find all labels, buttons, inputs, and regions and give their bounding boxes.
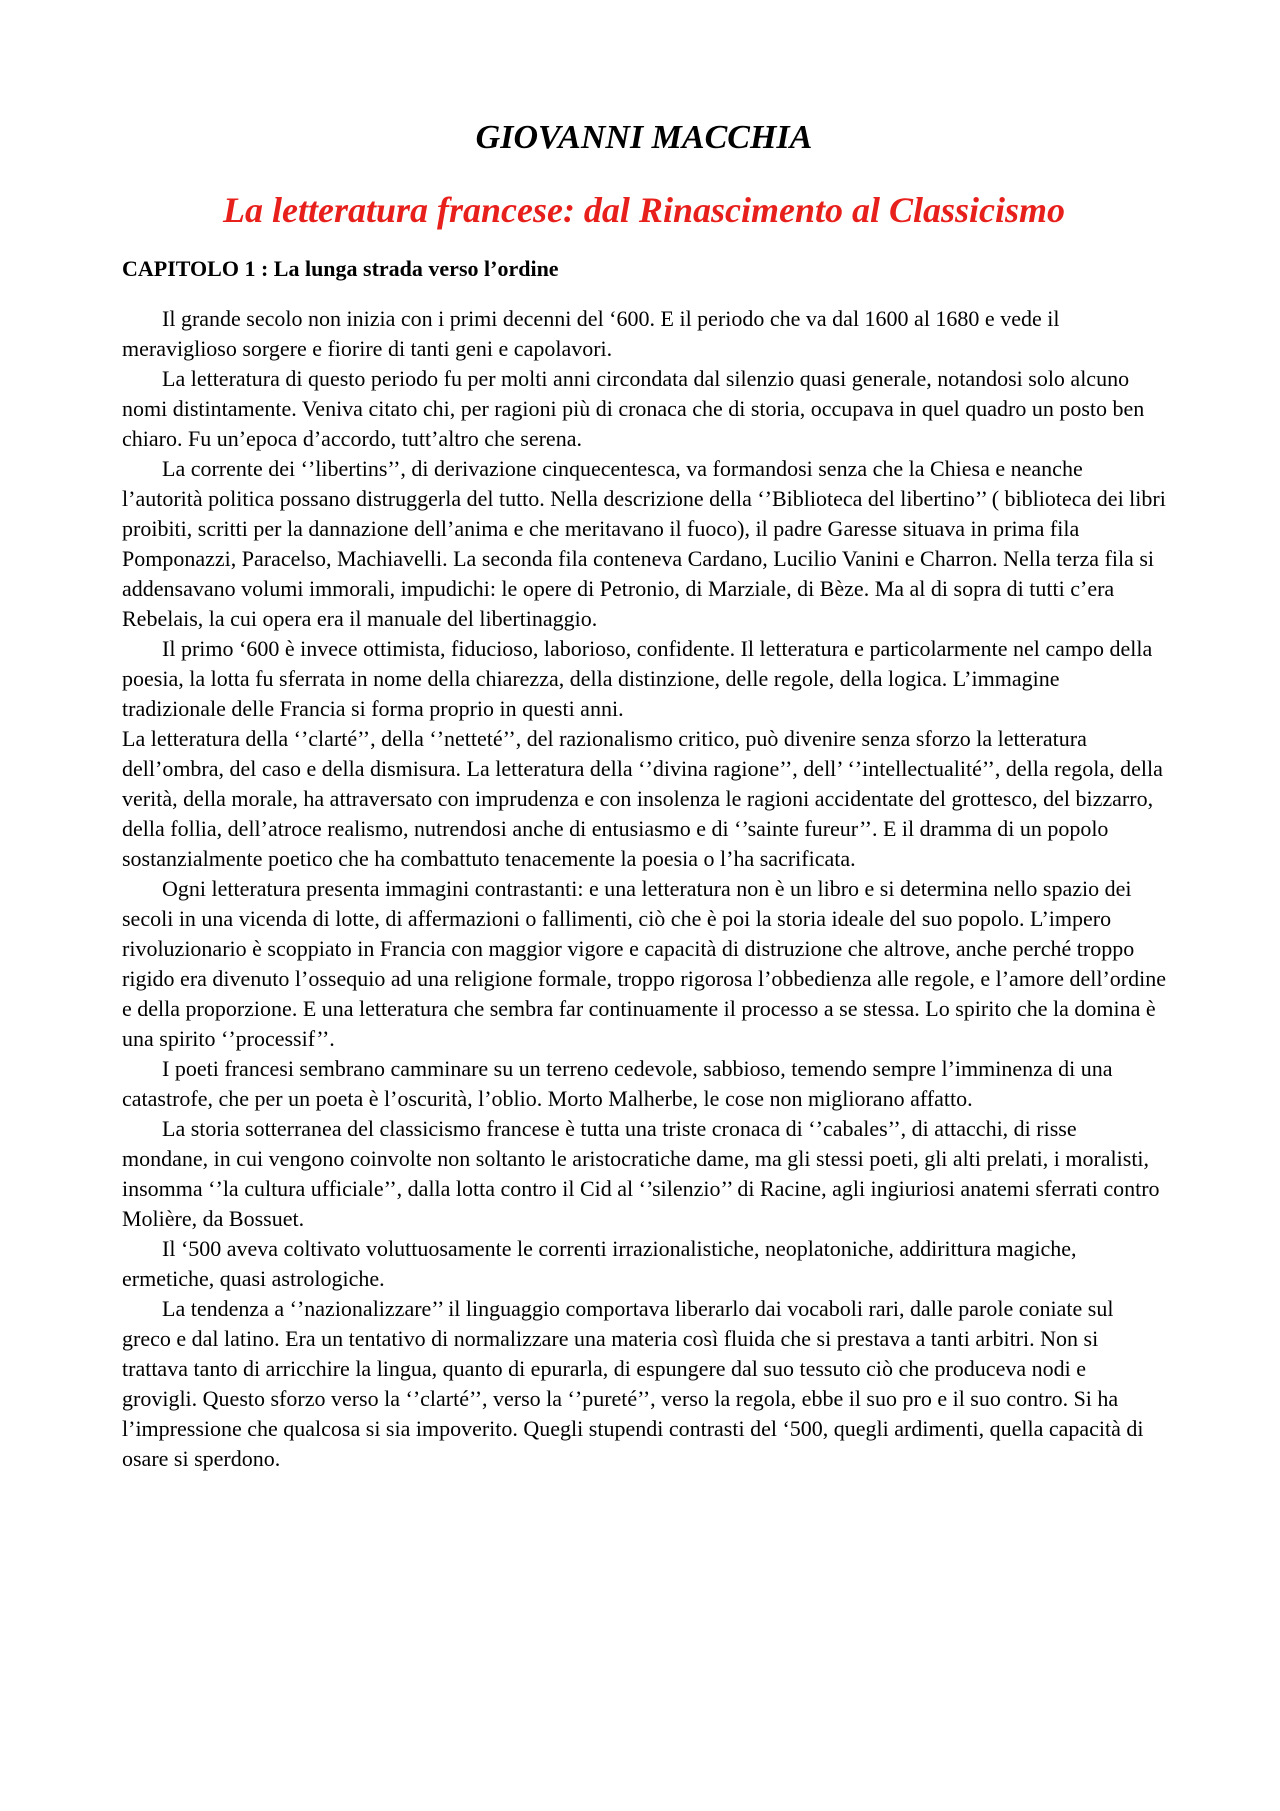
paragraph: La storia sotterranea del classicismo francese è tutta una triste cronaca di ‘’cabales’’, di attacchi, di risse mondane, in cui vengono coinvolte non soltanto le aristocratiche dame, ma gli stessi poeti, gli alti prelati, i moralisti, insomma ‘’la cultura ufficiale’’, dalla lotta contro il Cid al ‘’silenzio’’ di Racine, agli ingiuriosi anatemi sferrati contro Molière, da Bossuet. [122,1116,1160,1231]
paragraph: La letteratura della ‘’clarté’’, della ‘’netteté’’, del razionalismo critico, può divenire senza sforzo la letteratura dell’ombra, del caso e della dismisura. La letteratura della ‘’divina ragione’’, dell’ ‘’intellectualité’’, della regola, della verità, della morale, ha attraversato con imprudenza e con insolenza le ragioni accidentate del grottesco, del bizzarro, della follia, dell’atroce realismo, nutrendosi anche di entusiasmo e di ‘’sainte fureur’’. E il dramma di un popolo sostanzialmente poetico che ha combattuto tenacemente la poesia o l’ha sacrificata. [122,726,1163,871]
paragraph: Il grande secolo non inizia con i primi decenni del ‘600. E il periodo che va dal 1600 al 1680 e vede il meraviglioso sorgere e fiorire di tanti geni e capolavori. [122,306,1060,361]
chapter-heading: CAPITOLO 1 : La lunga strada verso l’ordine [122,256,559,281]
document-page [122,118,1166,1474]
paragraph: Il primo ‘600 è invece ottimista, fiducioso, laborioso, confidente. Il letteratura e particolarmente nel campo della poesia, la lotta fu sferrata in nome della chiarezza, della distinzione, delle regole, della logica. L’immagine tradizionale delle Francia si forma proprio in questi anni. [122,636,1153,721]
paragraph: La tendenza a ‘’nazionalizzare’’ il linguaggio comportava liberarlo dai vocaboli rari, dalle parole coniate sul greco e dal latino. Era un tentativo di normalizzare una materia così fluida che si prestava a tanti arbitri. Non si trattava tanto di arricchire la lingua, quanto di epurarla, di espungere dal suo tessuto ciò che produceva nodi e grovigli. Questo sforzo verso la ‘’clarté’’, verso la ‘’pureté’’, verso la regola, ebbe il suo pro e il suo contro. Si ha l’impressione che qualcosa si sia impoverito. Quegli stupendi contrasti del ‘500, quegli ardimenti, quella capacità di osare si sperdono. [122,1296,1144,1471]
paragraph: I poeti francesi sembrano camminare su un terreno cedevole, sabbioso, temendo sempre l’imminenza di una catastrofe, che per un poeta è l’oscurità, l’oblio. Morto Malherbe, le cose non migliorano affatto. [122,1056,1113,1111]
author-heading: GIOVANNI MACCHIA [475,119,813,156]
paragraph: Il ‘500 aveva coltivato voluttuosamente le correnti irrazionalistiche, neoplatoniche, addirittura magiche, ermetiche, quasi astrologiche. [122,1236,1077,1291]
paragraph: Ogni letteratura presenta immagini contrastanti: e una letteratura non è un libro e si determina nello spazio dei secoli in una vicenda di lotte, di affermazioni o fallimenti, ciò che è poi la storia ideale del suo popolo. L’impero rivoluzionario è scoppiato in Francia con maggior vigore e capacità di distruzione che altrove, anche perché troppo rigido era divenuto l’ossequio ad una religione formale, troppo rigorosa l’obbedienza alle regole, e l’amore dell’ordine e della proporzione. E una letteratura che sembra far continuamente il processo a se stessa. Lo spirito che la domina è una spirito ‘’processif’’. [122,876,1167,1051]
document-body [122,304,1166,1474]
paragraph: La letteratura di questo periodo fu per molti anni circondata dal silenzio quasi generale, notandosi solo alcuno nomi distintamente. Veniva citato chi, per ragioni più di cronaca che di storia, occupava in quel quadro un posto ben chiaro. Fu un’epoca d’accordo, tutt’altro che serena. [122,366,1145,451]
document-title: La letteratura francese: dal Rinascimento al Classicismo [222,190,1065,230]
paragraph: La corrente dei ‘’libertins’’, di derivazione cinquecentesca, va formandosi senza che la Chiesa e neanche l’autorità politica possano distruggerla del tutto. Nella descrizione della ‘’Biblioteca del libertino’’ ( biblioteca dei libri proibiti, scritti per la dannazione dell’anima e che meritavano il fuoco), il padre Garesse situava in prima fila Pomponazzi, Paracelso, Machiavelli. La seconda fila conteneva Cardano, Lucilio Vanini e Charron. Nella terza fila si addensavano volumi immorali, impudichi: le opere di Petronio, di Marziale, di Bèze. Ma al di sopra di tutti c’era Rebelais, la cui opera era il manuale del libertinaggio. [122,456,1166,631]
